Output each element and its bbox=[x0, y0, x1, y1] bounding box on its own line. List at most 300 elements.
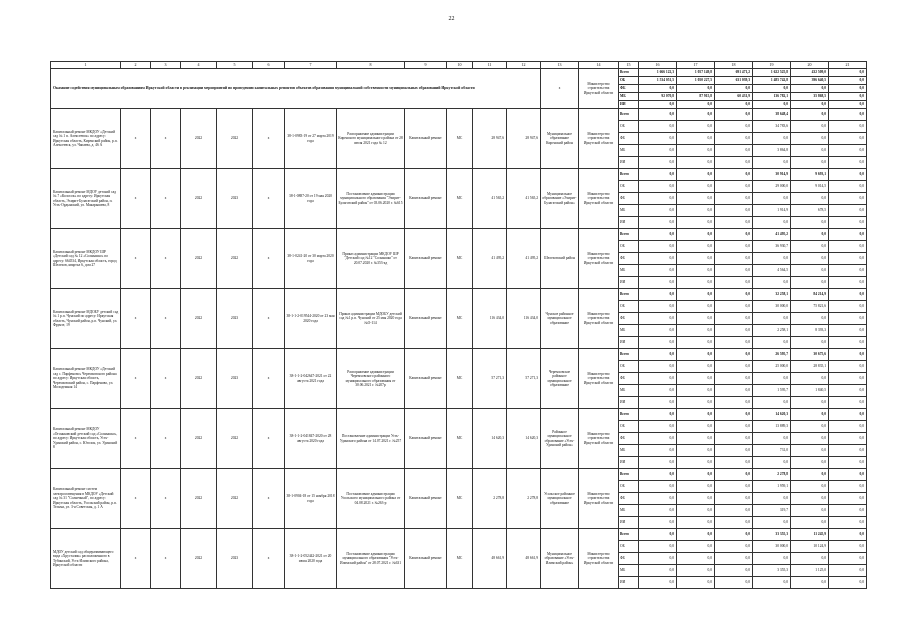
amount-cell: 0,0 bbox=[639, 493, 677, 505]
object-c5: 2023 bbox=[217, 529, 253, 589]
object-c8: Постановление администрации Усольского муниципального района от 04.08.2021 г. №263-р bbox=[337, 469, 405, 529]
amount-cell: 11 245,9 bbox=[791, 529, 829, 541]
amount-cell: 0,0 bbox=[715, 421, 753, 433]
amount-cell: 0,0 bbox=[791, 481, 829, 493]
amount-cell: 0,0 bbox=[639, 373, 677, 385]
amount-cell: 0,0 bbox=[829, 157, 867, 169]
object-c12: 116 434,0 bbox=[507, 289, 541, 349]
object-c8: Распоряжение администрации Киренского муниципального района от 28 июля 2021 года № 12 bbox=[337, 109, 405, 169]
amount-cell: 0,0 bbox=[829, 337, 867, 349]
amount-cell: 29 000,0 bbox=[753, 181, 791, 193]
amount-cell: 0,0 bbox=[677, 385, 715, 397]
amount-cell: 4 564,5 bbox=[753, 265, 791, 277]
amount-cell: 0,0 bbox=[791, 445, 829, 457]
amount-cell: 678,5 bbox=[791, 205, 829, 217]
column-number: 5 bbox=[217, 62, 253, 69]
amount-cell: 38 648,4 bbox=[753, 109, 791, 121]
amount-cell: 691 471,2 bbox=[715, 69, 753, 77]
column-number: 21 bbox=[829, 62, 867, 69]
funding-source: МБ bbox=[619, 265, 639, 277]
object-c11: 28 947,6 bbox=[473, 109, 507, 169]
amount-cell: 0,0 bbox=[715, 337, 753, 349]
amount-cell: 0,0 bbox=[677, 301, 715, 313]
amount-cell: 0,0 bbox=[829, 409, 867, 421]
object-c14: Министерство строительства Иркутской области bbox=[579, 169, 619, 229]
amount-cell: 0,0 bbox=[639, 577, 677, 589]
amount-cell: 0,0 bbox=[753, 517, 791, 529]
amount-cell: 0,0 bbox=[677, 553, 715, 565]
object-c13: Шелеховский район bbox=[541, 229, 579, 289]
amount-cell: 0,0 bbox=[677, 241, 715, 253]
funding-source: МБ bbox=[619, 445, 639, 457]
object-c2: х bbox=[121, 229, 151, 289]
amount-cell: 0,0 bbox=[715, 529, 753, 541]
amount-cell: 0,0 bbox=[715, 361, 753, 373]
amount-cell: 0,0 bbox=[829, 101, 867, 109]
column-number: 7 bbox=[285, 62, 337, 69]
amount-cell: 0,0 bbox=[791, 229, 829, 241]
amount-cell: 0,0 bbox=[639, 469, 677, 481]
object-name: Капитальный ремонт МДОУ детский сад № 7 «Колосок» по адресу: Иркутская область, Эхирит-Булагатский район, п. Усть-Ордынский, ул. Макарышева, 8 bbox=[51, 169, 121, 229]
amount-cell: 0,0 bbox=[829, 77, 867, 85]
amount-cell: 0,0 bbox=[715, 505, 753, 517]
summary-description: Оказание содействия муниципальным образованиям Иркутской области в реализации мероприятий по проведению капитальных ремонтов объектов образования муниципальной собственности муниципальных образований Иркутской области bbox=[51, 69, 541, 109]
object-c6: х bbox=[253, 409, 285, 469]
funding-source: ФБ bbox=[619, 253, 639, 265]
amount-cell: 0,0 bbox=[715, 565, 753, 577]
object-c14: Министерство строительства Иркутской области bbox=[579, 349, 619, 409]
object-c9: Капитальный ремонт bbox=[405, 409, 447, 469]
object-c12: 14 620,3 bbox=[507, 409, 541, 469]
amount-cell: 0,0 bbox=[639, 445, 677, 457]
amount-cell: 0,0 bbox=[639, 517, 677, 529]
amount-cell: 0,0 bbox=[715, 385, 753, 397]
amount-cell: 0,0 bbox=[791, 85, 829, 93]
amount-cell: 0,0 bbox=[791, 553, 829, 565]
object-c3: х bbox=[151, 229, 181, 289]
funding-source: ОБ bbox=[619, 241, 639, 253]
amount-cell: 0,0 bbox=[715, 349, 753, 361]
amount-cell: 0,0 bbox=[829, 265, 867, 277]
amount-cell: 396 640,5 bbox=[791, 77, 829, 85]
amount-cell: 28 835,1 bbox=[791, 361, 829, 373]
amount-cell: 35 868,5 bbox=[791, 93, 829, 101]
amount-cell: 0,0 bbox=[829, 481, 867, 493]
funding-source: ИИ bbox=[619, 577, 639, 589]
object-c4: 2022 bbox=[181, 469, 217, 529]
amount-cell: 0,0 bbox=[677, 289, 715, 301]
object-c10: МС bbox=[447, 469, 473, 529]
object-c13: Черемховское районное муниципальное образование bbox=[541, 349, 579, 409]
object-c9: Капитальный ремонт bbox=[405, 109, 447, 169]
amount-cell: 0,0 bbox=[829, 349, 867, 361]
amount-cell: 0,0 bbox=[791, 397, 829, 409]
amount-cell: 0,0 bbox=[753, 277, 791, 289]
amount-cell: 0,0 bbox=[677, 265, 715, 277]
object-c14: Министерство строительства Иркутской области bbox=[579, 289, 619, 349]
amount-cell: 0,0 bbox=[791, 505, 829, 517]
amount-cell: 30 000,0 bbox=[753, 301, 791, 313]
amount-cell: 0,0 bbox=[677, 421, 715, 433]
amount-cell: 0,0 bbox=[677, 445, 715, 457]
funding-source: ИИ bbox=[619, 101, 639, 109]
amount-cell: 0,0 bbox=[791, 577, 829, 589]
funding-source: ОБ bbox=[619, 361, 639, 373]
funding-source: ОБ bbox=[619, 121, 639, 133]
amount-cell: 631 039,3 bbox=[715, 77, 753, 85]
object-c2: х bbox=[121, 349, 151, 409]
object-c8: Постановление администрации муниципального образования "Эхирит-Булагатский район" от 03.06.2020 г. №615 bbox=[337, 169, 405, 229]
funding-source: МБ bbox=[619, 205, 639, 217]
amount-cell: 0,0 bbox=[829, 253, 867, 265]
amount-cell: 0,0 bbox=[791, 517, 829, 529]
column-number: 4 bbox=[181, 62, 217, 69]
object-c13: Районное муниципальное образование «Усть-Удинский район» bbox=[541, 409, 579, 469]
amount-cell: 0,0 bbox=[677, 133, 715, 145]
amount-cell: 0,0 bbox=[753, 373, 791, 385]
amount-cell: 0,0 bbox=[791, 121, 829, 133]
amount-cell: 0,0 bbox=[829, 325, 867, 337]
amount-cell: 0,0 bbox=[677, 181, 715, 193]
amount-cell: 1 666 122,3 bbox=[639, 69, 677, 77]
amount-cell: 0,0 bbox=[753, 157, 791, 169]
amount-cell: 0,0 bbox=[829, 517, 867, 529]
amount-cell: 2 278,8 bbox=[753, 469, 791, 481]
object-c3: х bbox=[151, 409, 181, 469]
amount-cell: 0,0 bbox=[829, 553, 867, 565]
funding-source: МБ bbox=[619, 93, 639, 101]
amount-cell: 0,0 bbox=[791, 313, 829, 325]
object-c5: 2022 bbox=[217, 109, 253, 169]
object-c12: 2 278,8 bbox=[507, 469, 541, 529]
object-c10: МС bbox=[447, 349, 473, 409]
amount-cell: 0,0 bbox=[677, 493, 715, 505]
amount-cell: 0,0 bbox=[677, 397, 715, 409]
summary-responsible: Министерство строительства Иркутской области bbox=[579, 69, 619, 109]
object-c6: х bbox=[253, 529, 285, 589]
funding-source: ОБ bbox=[619, 181, 639, 193]
object-c4: 2022 bbox=[181, 289, 217, 349]
amount-cell: 1 057 149,8 bbox=[677, 69, 715, 77]
amount-cell: 0,0 bbox=[829, 361, 867, 373]
amount-cell: 0,0 bbox=[639, 181, 677, 193]
amount-cell: 0,0 bbox=[753, 397, 791, 409]
object-c11: 48 661,9 bbox=[473, 529, 507, 589]
object-c8: Постановление администрации Усть-Удинского района от 14.07.2021 г. №257 bbox=[337, 409, 405, 469]
amount-cell: 32 258,1 bbox=[753, 289, 791, 301]
amount-cell: 0,0 bbox=[829, 373, 867, 385]
object-c9: Капитальный ремонт bbox=[405, 469, 447, 529]
amount-cell: 0,0 bbox=[829, 493, 867, 505]
amount-cell: 0,0 bbox=[791, 133, 829, 145]
amount-cell: 3 355,3 bbox=[753, 565, 791, 577]
object-c3: х bbox=[151, 109, 181, 169]
object-c2: х bbox=[121, 169, 151, 229]
amount-cell: 36 930,7 bbox=[753, 241, 791, 253]
budget-table bbox=[50, 61, 867, 589]
page-number: 22 bbox=[448, 16, 455, 22]
amount-cell: 0,0 bbox=[639, 85, 677, 93]
column-number: 1 bbox=[51, 62, 121, 69]
amount-cell: 0,0 bbox=[829, 205, 867, 217]
funding-source: МБ bbox=[619, 565, 639, 577]
object-c8: Приказ администрации МДОБУ детский сад №1 р.п. Чунский от 25 мая 2020 года №О-114 bbox=[337, 289, 405, 349]
amount-cell: 0,0 bbox=[829, 541, 867, 553]
amount-cell: 0,0 bbox=[753, 101, 791, 109]
amount-cell: 0,0 bbox=[677, 217, 715, 229]
amount-cell: 0,0 bbox=[715, 481, 753, 493]
amount-cell: 0,0 bbox=[715, 101, 753, 109]
amount-cell: 0,0 bbox=[829, 145, 867, 157]
object-c7: 38-1-0983-19 от 27 марта 2019 года bbox=[285, 109, 337, 169]
column-number: 10 bbox=[447, 62, 473, 69]
amount-cell: 0,0 bbox=[829, 565, 867, 577]
object-c10: МС bbox=[447, 289, 473, 349]
amount-cell: 0,0 bbox=[715, 85, 753, 93]
amount-cell: 0,0 bbox=[677, 529, 715, 541]
amount-cell: 0,0 bbox=[753, 313, 791, 325]
amount-cell: 0,0 bbox=[677, 109, 715, 121]
amount-cell: 0,0 bbox=[639, 265, 677, 277]
amount-cell: 0,0 bbox=[715, 469, 753, 481]
amount-cell: 0,0 bbox=[639, 481, 677, 493]
object-c7: 38-1-0241-20 от 30 марта 2020 года bbox=[285, 229, 337, 289]
amount-cell: 0,0 bbox=[715, 277, 753, 289]
object-c12: 57 271,3 bbox=[507, 349, 541, 409]
object-c10: МС bbox=[447, 169, 473, 229]
amount-cell: 0,0 bbox=[677, 85, 715, 93]
amount-cell: 0,0 bbox=[715, 157, 753, 169]
funding-source: ИИ bbox=[619, 457, 639, 469]
table-row bbox=[51, 529, 867, 541]
amount-cell: 0,0 bbox=[639, 409, 677, 421]
amount-cell: 0,0 bbox=[715, 265, 753, 277]
amount-cell: 1 959,1 bbox=[753, 481, 791, 493]
amount-cell: 0,0 bbox=[715, 373, 753, 385]
object-c2: х bbox=[121, 529, 151, 589]
object-c5: 2023 bbox=[217, 289, 253, 349]
object-c6: х bbox=[253, 109, 285, 169]
amount-cell: 0,0 bbox=[639, 157, 677, 169]
amount-cell: 0,0 bbox=[677, 205, 715, 217]
object-name: Капитальный ремонт МКДОУ «Огоньковский детский сад «Солнышко», по адресу: Иркутская область, Усть-Удинский район, с. Юголок, ул. Удинский 8 bbox=[51, 409, 121, 469]
amount-cell: 0,0 bbox=[639, 361, 677, 373]
object-c12: 48 661,9 bbox=[507, 529, 541, 589]
funding-source: ИИ bbox=[619, 277, 639, 289]
funding-source: ОБ bbox=[619, 421, 639, 433]
object-c13: Усольское районное муниципальное образование bbox=[541, 469, 579, 529]
object-c5: 2023 bbox=[217, 169, 253, 229]
amount-cell: 41 495,2 bbox=[753, 229, 791, 241]
amount-cell: 0,0 bbox=[791, 253, 829, 265]
amount-cell: 0,0 bbox=[639, 145, 677, 157]
amount-cell: 0,0 bbox=[677, 565, 715, 577]
object-c7: 38-1-1-2-019544-2020 от 23 мая 2020 года bbox=[285, 289, 337, 349]
amount-cell: 0,0 bbox=[715, 553, 753, 565]
amount-cell: 0,0 bbox=[715, 193, 753, 205]
amount-cell: 1 622 525,8 bbox=[753, 69, 791, 77]
object-c7: 38-1-1-2-041847-2020 от 28 августа 2020 года bbox=[285, 409, 337, 469]
object-c12: 28 947,6 bbox=[507, 109, 541, 169]
object-c14: Министерство строительства Иркутской области bbox=[579, 229, 619, 289]
amount-cell: 1 125,0 bbox=[791, 565, 829, 577]
funding-source: ФБ bbox=[619, 433, 639, 445]
funding-source: ФБ bbox=[619, 373, 639, 385]
amount-cell: 0,0 bbox=[639, 229, 677, 241]
table-row bbox=[51, 69, 867, 77]
amount-cell: 0,0 bbox=[677, 157, 715, 169]
amount-cell: 0,0 bbox=[715, 145, 753, 157]
amount-cell: 0,0 bbox=[677, 505, 715, 517]
object-name: Капитальный ремонт МКДОУ «Детский сад с. Парфеново» Черемховского района по адресу: Иркутская область, Черемховский район, с. Парфеново, ул. Молодежная 14 bbox=[51, 349, 121, 409]
amount-cell: 0,0 bbox=[753, 433, 791, 445]
amount-cell: 0,0 bbox=[715, 181, 753, 193]
object-c11: 41 565,2 bbox=[473, 169, 507, 229]
object-c3: х bbox=[151, 469, 181, 529]
amount-cell: 0,0 bbox=[829, 469, 867, 481]
object-c6: х bbox=[253, 229, 285, 289]
object-c8: Приказ администрации МКДОУ ШР "Детский сад №12 "Солнышко" от 20.07.2020 г. №353-ад bbox=[337, 229, 405, 289]
object-c7: 38-1-1-2-052442-2021 от 20 июля 2020 года bbox=[285, 529, 337, 589]
object-c3: х bbox=[151, 349, 181, 409]
funding-source: ОБ bbox=[619, 481, 639, 493]
amount-cell: 75 821,6 bbox=[791, 301, 829, 313]
amount-cell: 0,0 bbox=[639, 241, 677, 253]
amount-cell: 0,0 bbox=[639, 325, 677, 337]
amount-cell: 0,0 bbox=[639, 133, 677, 145]
amount-cell: 33 355,3 bbox=[753, 529, 791, 541]
object-c4: 2022 bbox=[181, 349, 217, 409]
object-c6: х bbox=[253, 349, 285, 409]
amount-cell: 432 509,0 bbox=[791, 69, 829, 77]
object-c6: х bbox=[253, 469, 285, 529]
amount-cell: 0,0 bbox=[715, 517, 753, 529]
amount-cell: 0,0 bbox=[677, 193, 715, 205]
amount-cell: 0,0 bbox=[829, 445, 867, 457]
object-c13: Чунское районное муниципальное образование bbox=[541, 289, 579, 349]
object-c7: 38-1-0904-18 от 15 ноября 2018 года bbox=[285, 469, 337, 529]
object-c4: 2022 bbox=[181, 529, 217, 589]
amount-cell: 0,0 bbox=[829, 93, 867, 101]
amount-cell: 0,0 bbox=[829, 397, 867, 409]
object-c11: 57 271,3 bbox=[473, 349, 507, 409]
amount-cell: 10 124,9 bbox=[791, 541, 829, 553]
table-row bbox=[51, 469, 867, 481]
column-number: 2 bbox=[121, 62, 151, 69]
amount-cell: 0,0 bbox=[677, 433, 715, 445]
amount-cell: 0,0 bbox=[639, 277, 677, 289]
amount-cell: 0,0 bbox=[715, 397, 753, 409]
funding-source: Всего bbox=[619, 289, 639, 301]
amount-cell: 0,0 bbox=[715, 289, 753, 301]
amount-cell: 0,0 bbox=[791, 193, 829, 205]
amount-cell: 0,0 bbox=[715, 313, 753, 325]
amount-cell: 0,0 bbox=[791, 101, 829, 109]
object-name: Капитальный ремонт систем электроосвещения в МКДОУ «Детский сад № 31 "Солнечный", по адресу: Иркутская область, Усольский район, р.п. Тельма, ул. 3-я Советская, д. 1 А bbox=[51, 469, 121, 529]
amount-cell: 0,0 bbox=[677, 325, 715, 337]
object-c9: Капитальный ремонт bbox=[405, 349, 447, 409]
object-c10: МС bbox=[447, 409, 473, 469]
amount-cell: 0,0 bbox=[715, 433, 753, 445]
amount-cell: 0,0 bbox=[715, 241, 753, 253]
amount-cell: 0,0 bbox=[677, 409, 715, 421]
object-c4: 2022 bbox=[181, 409, 217, 469]
funding-source: МБ bbox=[619, 385, 639, 397]
amount-cell: 0,0 bbox=[829, 217, 867, 229]
column-number: 3 bbox=[151, 62, 181, 69]
funding-source: ФБ bbox=[619, 493, 639, 505]
amount-cell: 30 914,9 bbox=[753, 169, 791, 181]
amount-cell: 0,0 bbox=[639, 253, 677, 265]
object-c5: 2023 bbox=[217, 349, 253, 409]
amount-cell: 0,0 bbox=[639, 385, 677, 397]
column-number: 17 bbox=[677, 62, 715, 69]
amount-cell: 0,0 bbox=[829, 181, 867, 193]
object-c10: МС bbox=[447, 109, 473, 169]
funding-source: Всего bbox=[619, 69, 639, 77]
amount-cell: 0,0 bbox=[791, 277, 829, 289]
amount-cell: 0,0 bbox=[677, 253, 715, 265]
funding-source: ИИ bbox=[619, 217, 639, 229]
amount-cell: 0,0 bbox=[639, 205, 677, 217]
object-c14: Министерство строительства Иркутской области bbox=[579, 529, 619, 589]
amount-cell: 0,0 bbox=[715, 109, 753, 121]
amount-cell: 0,0 bbox=[677, 541, 715, 553]
amount-cell: 0,0 bbox=[791, 457, 829, 469]
funding-source: ФБ bbox=[619, 133, 639, 145]
amount-cell: 0,0 bbox=[829, 529, 867, 541]
amount-cell: 0,0 bbox=[677, 169, 715, 181]
funding-source: Всего bbox=[619, 229, 639, 241]
object-c4: 2022 bbox=[181, 169, 217, 229]
funding-source: Всего bbox=[619, 469, 639, 481]
object-c2: х bbox=[121, 289, 151, 349]
amount-cell: 0,0 bbox=[753, 553, 791, 565]
amount-cell: 0,0 bbox=[829, 241, 867, 253]
object-c12: 41 495,2 bbox=[507, 229, 541, 289]
amount-cell: 0,0 bbox=[791, 409, 829, 421]
amount-cell: 0,0 bbox=[753, 577, 791, 589]
object-c4: 2022 bbox=[181, 109, 217, 169]
table-row bbox=[51, 349, 867, 361]
amount-cell: 0,0 bbox=[791, 145, 829, 157]
funding-source: Всего bbox=[619, 349, 639, 361]
amount-cell: 0,0 bbox=[715, 445, 753, 457]
object-c6: х bbox=[253, 169, 285, 229]
object-name: Капитальный ремонт МКДОУ ШР «Детский сад № 12 «Солнышко» по адресу: 664534, Иркутская область, город Шелехов, квартал 6, дом 27 bbox=[51, 229, 121, 289]
amount-cell: 0,0 bbox=[753, 337, 791, 349]
object-c9: Капитальный ремонт bbox=[405, 169, 447, 229]
object-c8: Постановление администрации муниципального образования "Усть-Илимский район" от 28.07.2021 г. №631 bbox=[337, 529, 405, 589]
amount-cell: 1 914,9 bbox=[753, 205, 791, 217]
amount-cell: 0,0 bbox=[829, 457, 867, 469]
amount-cell: 0,0 bbox=[639, 289, 677, 301]
amount-cell: 0,0 bbox=[639, 301, 677, 313]
amount-cell: 0,0 bbox=[829, 421, 867, 433]
object-c2: х bbox=[121, 409, 151, 469]
amount-cell: 0,0 bbox=[677, 517, 715, 529]
amount-cell: 0,0 bbox=[791, 469, 829, 481]
amount-cell: 0,0 bbox=[829, 169, 867, 181]
object-c3: х bbox=[151, 169, 181, 229]
object-c11: 116 434,0 bbox=[473, 289, 507, 349]
funding-source: МБ bbox=[619, 505, 639, 517]
object-c9: Капитальный ремонт bbox=[405, 229, 447, 289]
amount-cell: 0,0 bbox=[639, 553, 677, 565]
amount-cell: 0,0 bbox=[639, 565, 677, 577]
amount-cell: 1 534 051,5 bbox=[639, 77, 677, 85]
amount-cell: 0,0 bbox=[639, 193, 677, 205]
